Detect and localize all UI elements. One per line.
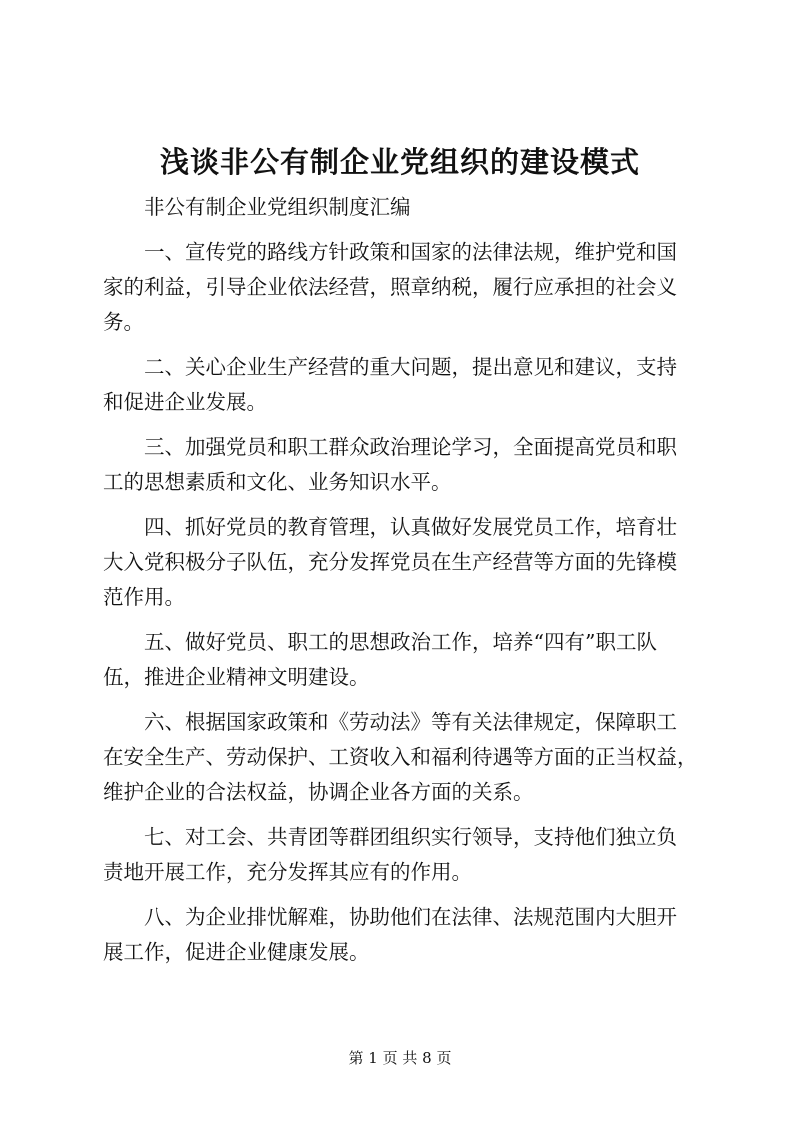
paragraph-6 <box>103 705 701 810</box>
paragraph-line: 三、加强党员和职工群众政治理论学习，全面提高党员和职 <box>144 435 677 459</box>
paragraph-line: 和促进企业发展。 <box>103 390 267 414</box>
paragraph-line: 伍，推进企业精神文明建设。 <box>103 665 370 689</box>
paragraph-line: 七、对工会、共青团等群团组织实行领导，支持他们独立负 <box>144 825 677 849</box>
paragraph-line: 六、根据国家政策和《劳动法》等有关法律规定，保障职工 <box>144 710 677 734</box>
paragraph-line: 范作用。 <box>103 585 185 609</box>
paragraph-8 <box>103 900 701 970</box>
paragraph-2 <box>103 350 701 420</box>
paragraph-line: 务。 <box>103 310 144 334</box>
document-body <box>103 190 701 980</box>
paragraph-line: 责地开展工作，充分发挥其应有的作用。 <box>103 860 472 884</box>
paragraph-line: 一、宣传党的路线方针政策和国家的法律法规，维护党和国 <box>144 240 677 264</box>
paragraph-line: 五、做好党员、职工的思想政治工作，培养“四有”职工队 <box>144 630 657 654</box>
paragraph-line: 家的利益，引导企业依法经营，照章纳税，履行应承担的社会义 <box>103 275 677 299</box>
document-title: 浅谈非公有制企业党组织的建设模式 <box>159 145 640 179</box>
paragraph-7 <box>103 820 701 890</box>
paragraph-line: 展工作，促进企业健康发展。 <box>103 940 370 964</box>
paragraph-1 <box>103 235 701 340</box>
paragraph-line: 在安全生产、劳动保护、工资收入和福利待遇等方面的正当权益， <box>103 745 698 769</box>
paragraph-line: 二、关心企业生产经营的重大问题，提出意见和建议，支持 <box>144 355 677 379</box>
paragraph-line: 四、抓好党员的教育管理，认真做好发展党员工作，培育壮 <box>144 515 677 539</box>
paragraph-line: 八、为企业排忧解难，协助他们在法律、法规范围内大胆开 <box>144 905 677 929</box>
paragraph-line: 大入党积极分子队伍，充分发挥党员在生产经营等方面的先锋模 <box>103 550 677 574</box>
paragraph-line: 维护企业的合法权益，协调企业各方面的关系。 <box>103 780 534 804</box>
paragraph-4 <box>103 510 701 615</box>
paragraph-3 <box>103 430 701 500</box>
page-footer: 第 1 页 共 8 页 <box>348 1049 452 1067</box>
paragraph-5 <box>103 625 701 695</box>
document-subtitle: 非公有制企业党组织制度汇编 <box>144 195 411 219</box>
paragraph-line: 工的思想素质和文化、业务知识水平。 <box>103 470 452 494</box>
